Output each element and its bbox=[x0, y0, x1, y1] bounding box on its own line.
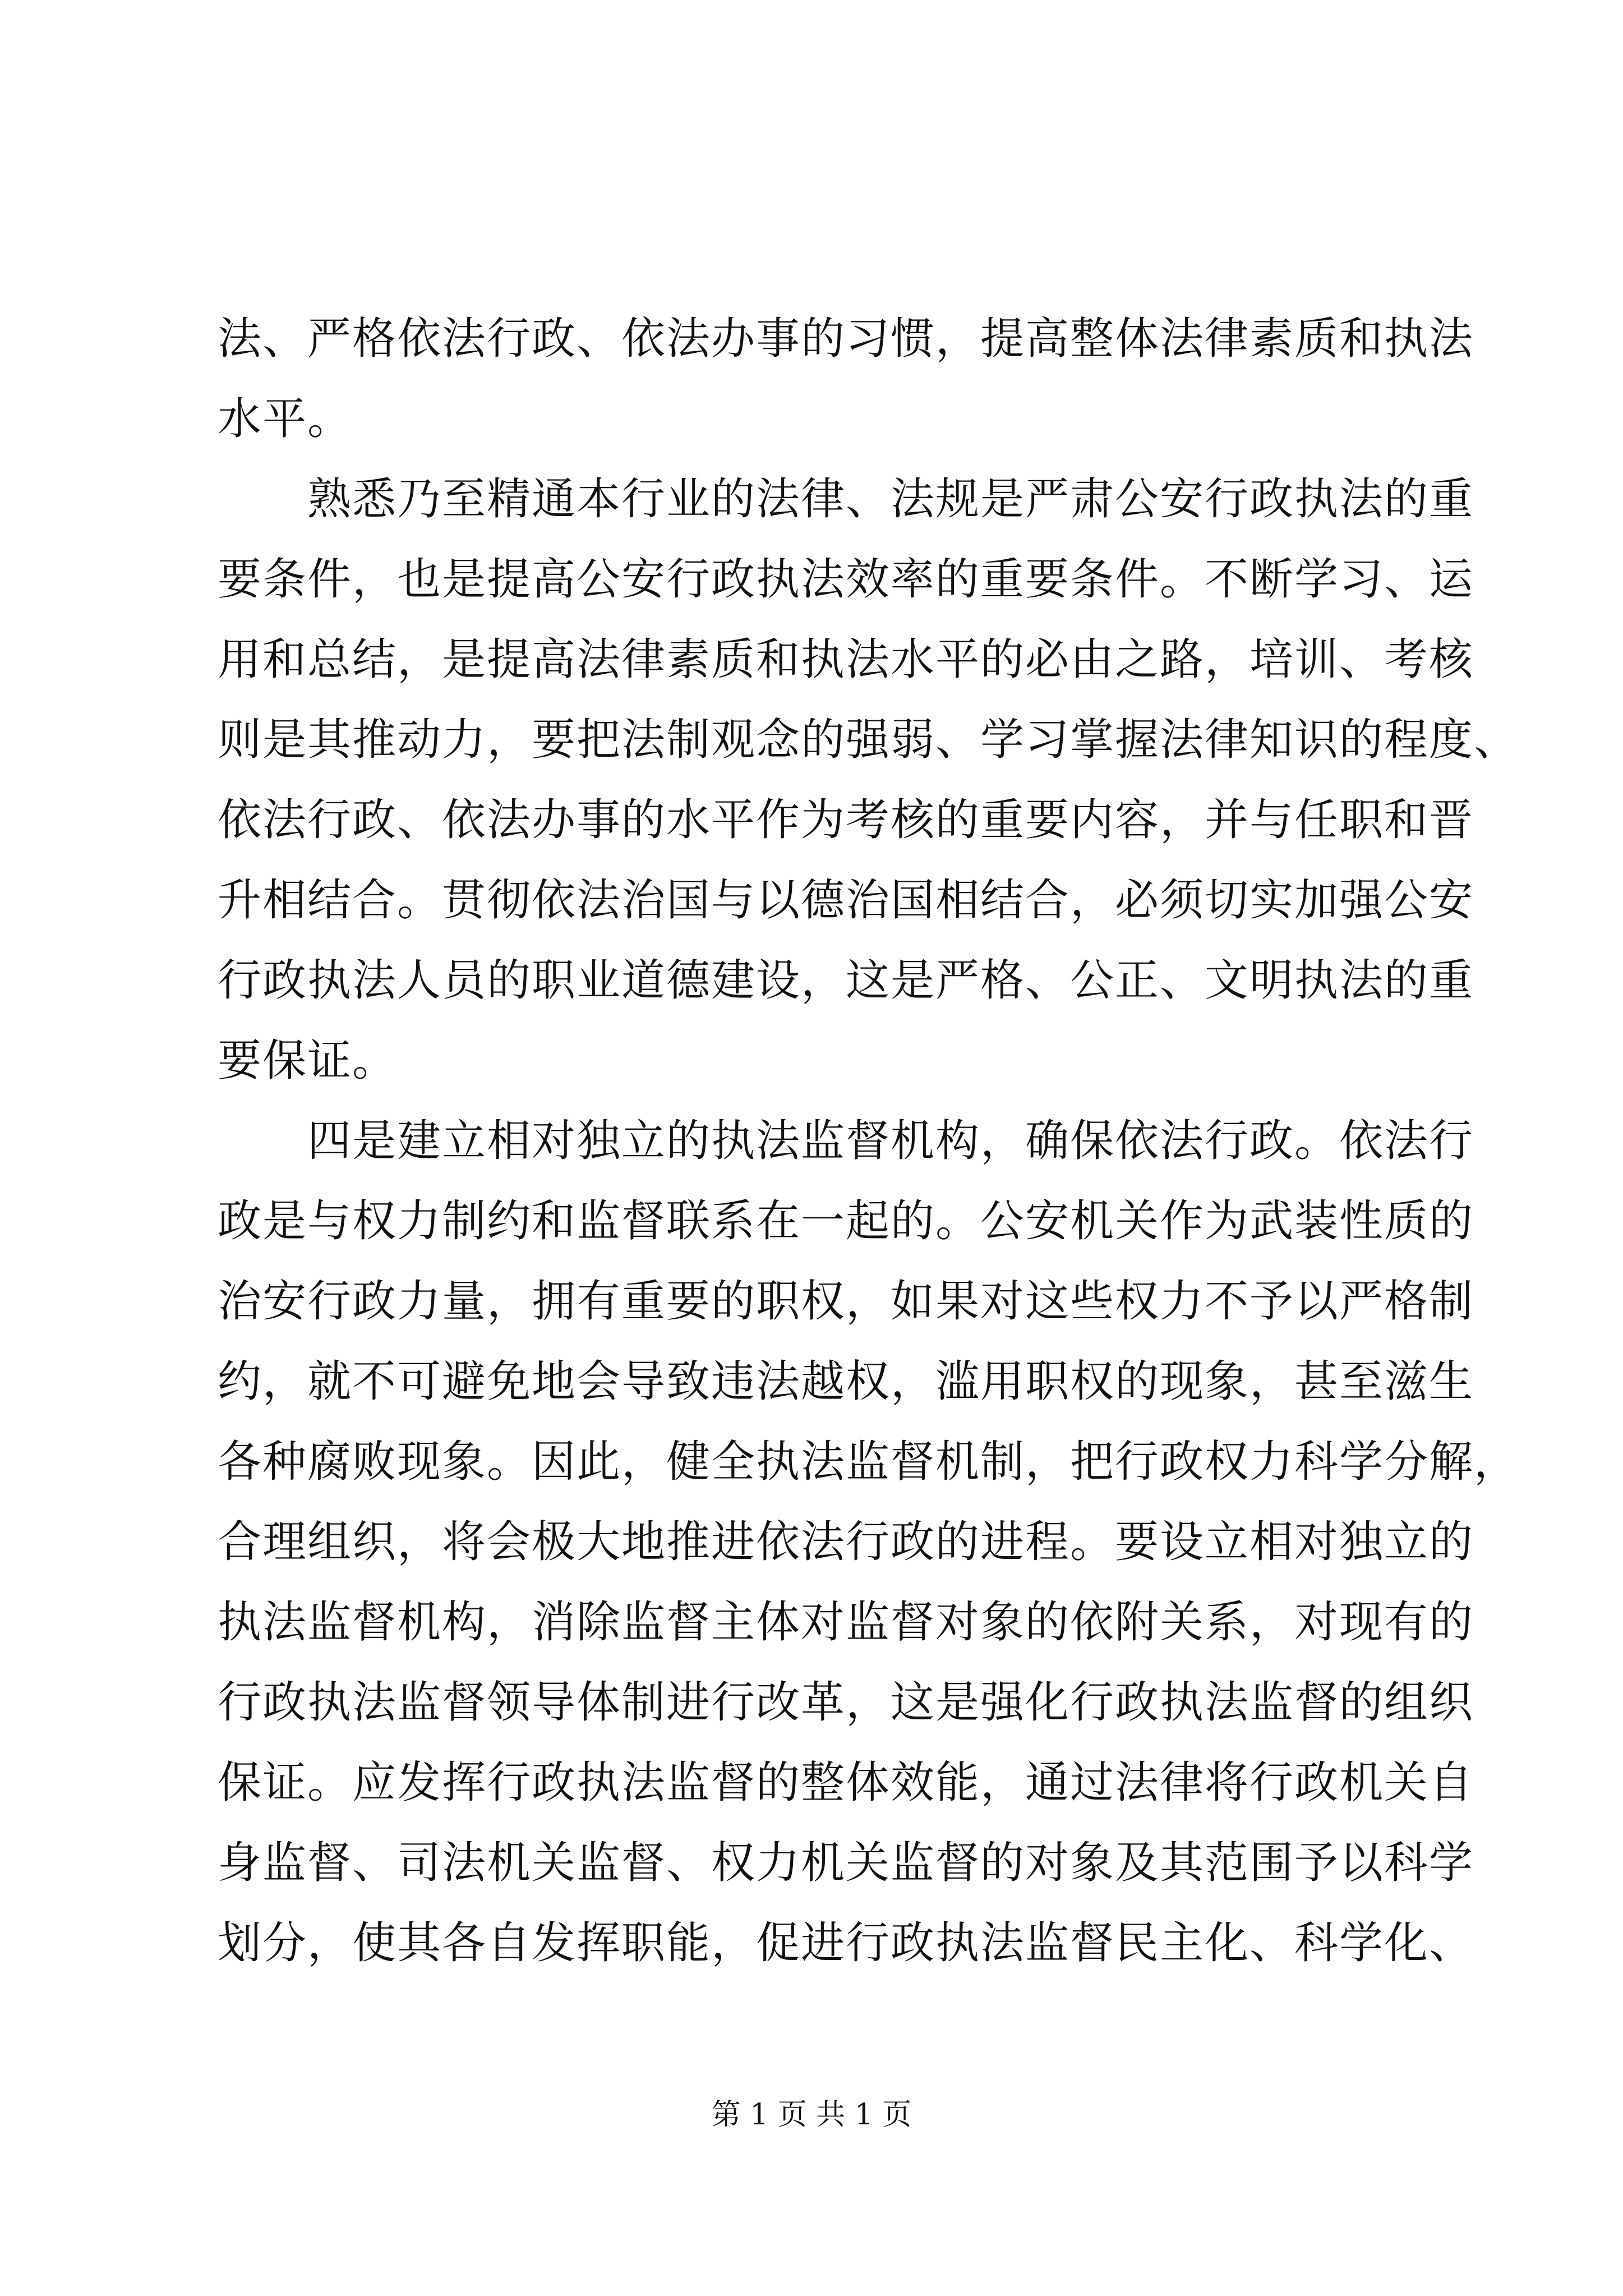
body-text-line: 保证。应发挥行政执法监督的整体效能，通过法律将行政机关自 bbox=[218, 1757, 1474, 1808]
body-text-line: 身监督、司法机关监督、权力机关监督的对象及其范围予以科学 bbox=[218, 1838, 1474, 1888]
body-text-line: 行政执法人员的职业道德建设，这是严格、公正、文明执法的重 bbox=[218, 955, 1474, 1006]
body-text-line: 升相结合。贯彻依法治国与以德治国相结合，必须切实加强公安 bbox=[218, 875, 1474, 926]
body-text-line: 划分，使其各自发挥职能，促进行政执法监督民主化、科学化、 bbox=[218, 1918, 1474, 1968]
body-text-line: 治安行政力量，拥有重要的职权，如果对这些权力不予以严格制 bbox=[218, 1276, 1474, 1327]
body-text-line: 用和总结，是提高法律素质和执法水平的必由之路，培训、考核 bbox=[218, 634, 1474, 685]
body-text-line: 约，就不可避免地会导致违法越权，滥用职权的现象，甚至滋生 bbox=[218, 1356, 1474, 1407]
page-number-footer: 第 1 页 共 1 页 bbox=[711, 2098, 912, 2132]
body-text-line: 行政执法监督领导体制进行改革，这是强化行政执法监督的组织 bbox=[218, 1677, 1474, 1728]
body-text-line: 执法监督机构，消除监督主体对监督对象的依附关系，对现有的 bbox=[218, 1597, 1474, 1648]
body-text-line: 则是其推动力，要把法制观念的强弱、学习掌握法律知识的程度、 bbox=[218, 715, 1519, 765]
body-text-line: 水平。 bbox=[218, 394, 353, 444]
body-text-line: 法、严格依法行政、依法办事的习惯，提高整体法律素质和执法 bbox=[218, 314, 1474, 364]
body-text-line: 合理组织，将会极大地推进依法行政的进程。要设立相对独立的 bbox=[218, 1517, 1474, 1567]
body-text-line: 四是建立相对独立的执法监督机构，确保依法行政。依法行 bbox=[218, 1116, 1474, 1166]
body-text-line: 政是与权力制约和监督联系在一起的。公安机关作为武装性质的 bbox=[218, 1196, 1474, 1246]
body-text-line: 要保证。 bbox=[218, 1036, 398, 1086]
body-text-line: 熟悉乃至精通本行业的法律、法规是严肃公安行政执法的重 bbox=[218, 474, 1474, 524]
body-text-line: 各种腐败现象。因此，健全执法监督机制，把行政权力科学分解， bbox=[218, 1437, 1519, 1487]
body-text-line: 要条件，也是提高公安行政执法效率的重要条件。不断学习、运 bbox=[218, 554, 1474, 605]
body-text-line: 依法行政、依法办事的水平作为考核的重要内容，并与任职和晋 bbox=[218, 795, 1474, 845]
